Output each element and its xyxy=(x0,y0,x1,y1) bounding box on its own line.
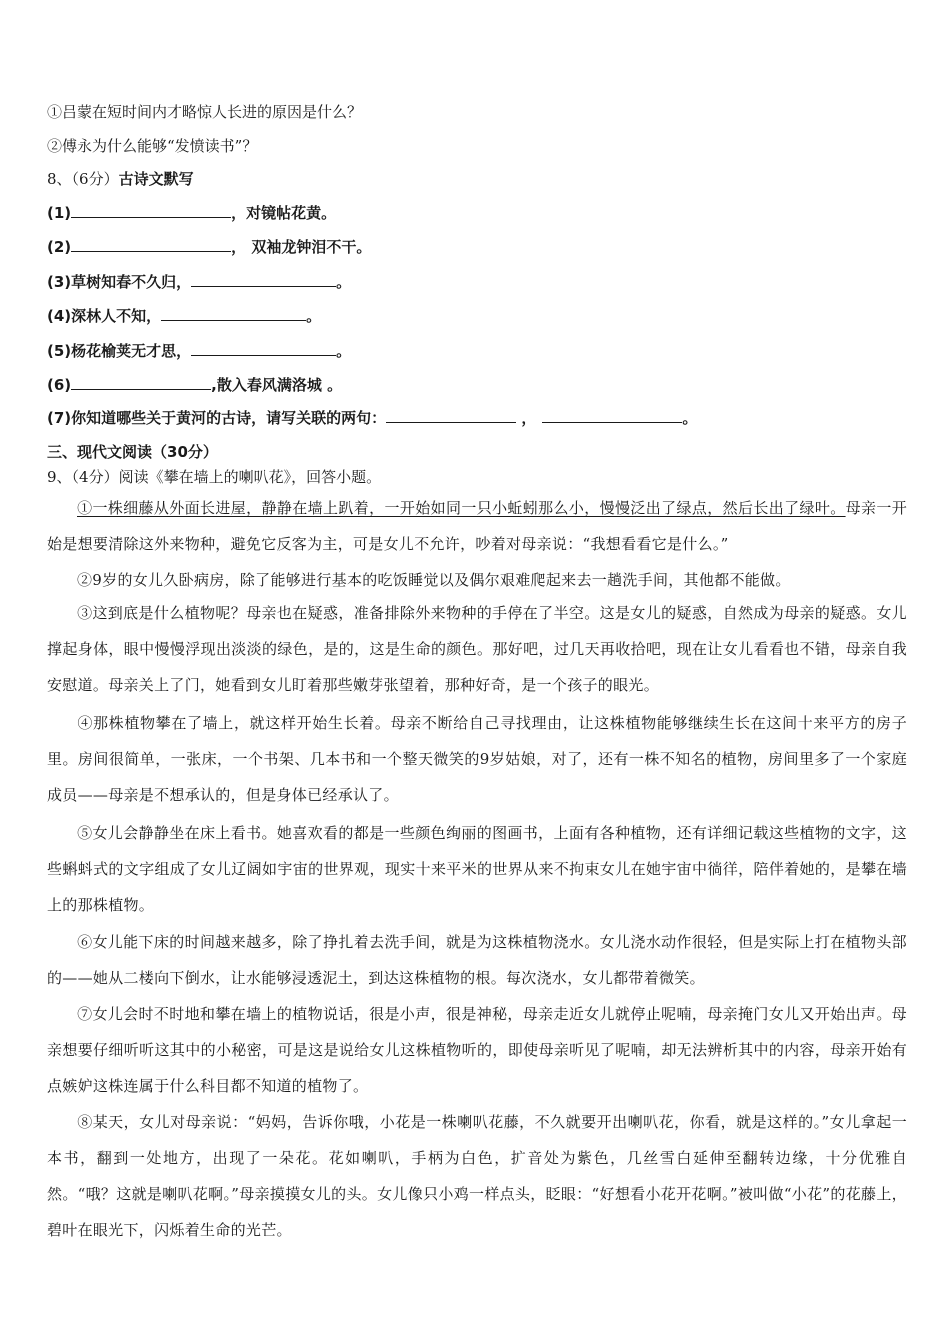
q7-sub1: ①吕蒙在短时间内才略惊人长进的原因是什么？ xyxy=(47,103,363,121)
passage-paragraph-3: ③这到底是什么植物呢？母亲也在疑惑，准备排除外来物种的手停在了半空。这是女儿的疑惑，自然成为母亲的疑惑。女儿撑起身体，眼中慢慢浮现出淡淡的绿色，是的，这是生命的颜色。那好吧，过几天再收拾吧，现在让女儿看看也不错，母亲自我安慰道。母亲关上了门，她看到女儿盯着那些嫩芽张望着，那种好奇，是一个孩子的眼光。 xyxy=(47,604,907,694)
q8-item-1: (1) ，对镜帖花黄。 xyxy=(47,204,337,222)
passage-paragraph-2: ②9岁的女儿久卧病房，除了能够进行基本的吃饭睡觉以及偶尔艰难爬起来去一趟洗手间，其他都不能做。 xyxy=(77,571,791,589)
passage-paragraph-4: ④那株植物攀在了墙上，就这样开始生长着。母亲不断给自己寻找理由，让这株植物能够继续生长在这间十来平方的房子里。房间很简单，一张床，一个书架、几本书和一个整天微笑的9岁姑娘，对了，还有一株不知名的植物，房间里多了一个家庭成员——母亲是不想承认的，但是身体已经承认了。 xyxy=(47,714,907,804)
answer-blank[interactable] xyxy=(542,407,682,423)
answer-blank[interactable] xyxy=(161,305,306,321)
q8-title: 古诗文默写 xyxy=(118,170,194,188)
q8-header xyxy=(47,168,194,190)
answer-blank[interactable] xyxy=(191,340,336,356)
passage-paragraph-1: ①一株细藤从外面长进屋，静静在墙上趴着，一开始如同一只小蚯蚓那么小，慢慢泛出了绿点，然后长出了绿叶。母亲一开始是想要清除这外来物种，避免它反客为主，可是女儿不允许，吵着对母亲说：“我想看看它是什么。” xyxy=(47,499,907,553)
passage-paragraph-6: ⑥女儿能下床的时间越来越多，除了挣扎着去洗手间，就是为这株植物浇水。女儿浇水动作很轻，但是实际上打在植物头部的——她从二楼向下倒水，让水能够浸透泥土，到达这株植物的根。每次浇水，女儿都带着微笑。 xyxy=(47,933,907,987)
q8-item-4: (4)深林人不知， 。 xyxy=(47,307,322,325)
q8-item-5: (5)杨花榆荚无才思， 。 xyxy=(47,342,352,360)
passage-paragraph-8: ⑧某天，女儿对母亲说：“妈妈，告诉你哦，小花是一株喇叭花藤，不久就要开出喇叭花，你看，就是这样的。”女儿拿起一本书，翻到一处地方，出现了一朵花。花如喇叭，手柄为白色，扩音处为紫色，几丝雪白延伸至翻转边缘，十分优雅自然。“哦？这就是喇叭花啊。”母亲摸摸女儿的头。女儿像只小鸡一样点头，眨眼：“好想看小花开花啊。”被叫做“小花”的花藤上，碧叶在眼光下，闪烁着生命的光芒。 xyxy=(47,1113,907,1239)
underlined-sentence: ①一株细藤从外面长进屋，静静在墙上趴着，一开始如同一只小蚯蚓那么小，慢慢泛出了绿点，然后长出了绿叶。 xyxy=(77,499,846,517)
q7-sub2: ②傅永为什么能够“发愤读书”？ xyxy=(47,137,258,155)
answer-blank[interactable] xyxy=(71,374,211,390)
answer-blank[interactable] xyxy=(386,407,516,423)
answer-blank[interactable] xyxy=(71,236,231,252)
q9-header: 9、（4分）阅读《攀在墙上的喇叭花》，回答小题。 xyxy=(47,468,382,486)
q8-item-3: (3)草树知春不久归， 。 xyxy=(47,273,352,291)
section-title: 三、现代文阅读（30分） xyxy=(47,443,218,461)
q8-item-6: (6) ,散入春风满洛城 。 xyxy=(47,376,343,394)
q8-item-2: (2) ， 双袖龙钟泪不干。 xyxy=(47,238,372,256)
answer-blank[interactable] xyxy=(71,202,231,218)
passage-paragraph-5: ⑤女儿会静静坐在床上看书。她喜欢看的都是一些颜色绚丽的图画书，上面有各种植物，还有详细记载这些植物的文字，这些蝌蚪式的文字组成了女儿辽阔如宇宙的世界观，现实十来平米的世界从来不拘束女儿在她宇宙中徜徉，陪伴着她的，是攀在墙上的那株植物。 xyxy=(47,824,907,914)
q8-number: 8、（6分） xyxy=(47,170,119,188)
passage-paragraph-7: ⑦女儿会时不时地和攀在墙上的植物说话，很是小声，很是神秘，母亲走近女儿就停止呢喃，母亲掩门女儿又开始出声。母亲想要仔细听听这其中的小秘密，可是这是说给女儿这株植物听的，即使母亲听见了呢喃，却无法辨析其中的内容，母亲开始有点嫉妒这株连属于什么科目都不知道的植物了。 xyxy=(47,1005,907,1095)
q8-item-7: (7)你知道哪些关于黄河的古诗，请写关联的两句： ， 。 xyxy=(47,409,698,427)
answer-blank[interactable] xyxy=(191,271,336,287)
